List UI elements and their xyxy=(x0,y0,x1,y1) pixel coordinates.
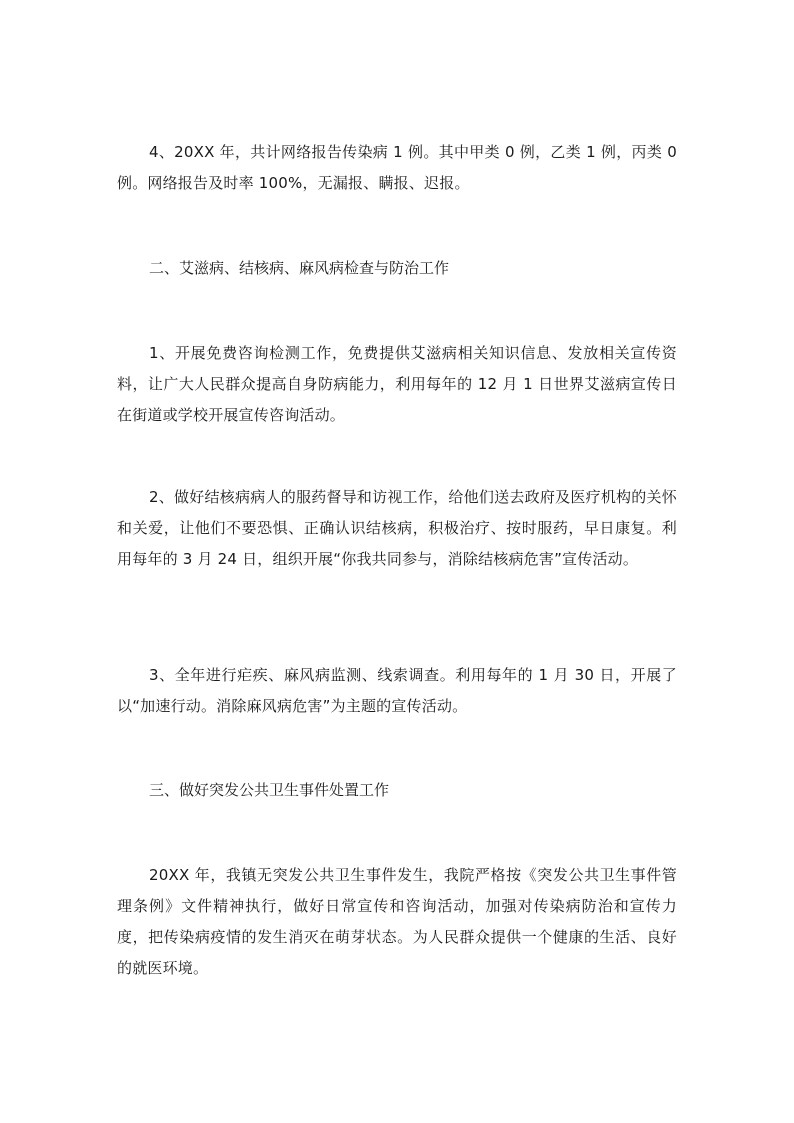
paragraph-malaria-leprosy-monitoring: 3、全年进行疟疾、麻风病监测、线索调查。利用每年的 1 月 30 日，开展了以“加速行动。消除麻风病危害”为主题的宣传活动。 xyxy=(117,666,677,715)
section-heading-public-health-emergency: 三、做好突发公共卫生事件处置工作 xyxy=(149,781,390,799)
paragraph-infectious-disease-report: 4、20XX 年，共计网络报告传染病 1 例。其中甲类 0 例，乙类 1 例，丙类 0 例。网络报告及时率 100%，无漏报、瞒报、迟报。 xyxy=(117,143,677,192)
section-heading-aids-tb-leprosy: 二、艾滋病、结核病、麻风病检查与防治工作 xyxy=(149,259,450,277)
paragraph-tuberculosis-supervision: 2、做好结核病病人的服药督导和访视工作，给他们送去政府及医疗机构的关怀和关爱，让他们不要恐惧、正确认识结核病，积极治疗、按时服药，早日康复。利用每年的 3 月 24 日，组织开展“你我共同参与，消除结核病危害”宣传活动。 xyxy=(117,488,677,568)
paragraph-public-health-emergency: 20XX 年，我镇无突发公共卫生事件发生，我院严格按《突发公共卫生事件管理条例》文件精神执行，做好日常宣传和咨询活动，加强对传染病防治和宣传力度，把传染病疫情的发生消灭在萌芽状态。为人民群众提供一个健康的生活、良好的就医环境。 xyxy=(117,866,677,977)
paragraph-aids-consultation: 1、开展免费咨询检测工作，免费提供艾滋病相关知识信息、发放相关宣传资料，让广大人民群众提高自身防病能力，利用每年的 12 月 1 日世界艾滋病宣传日在街道或学校开展宣传咨询活动。 xyxy=(117,344,677,424)
